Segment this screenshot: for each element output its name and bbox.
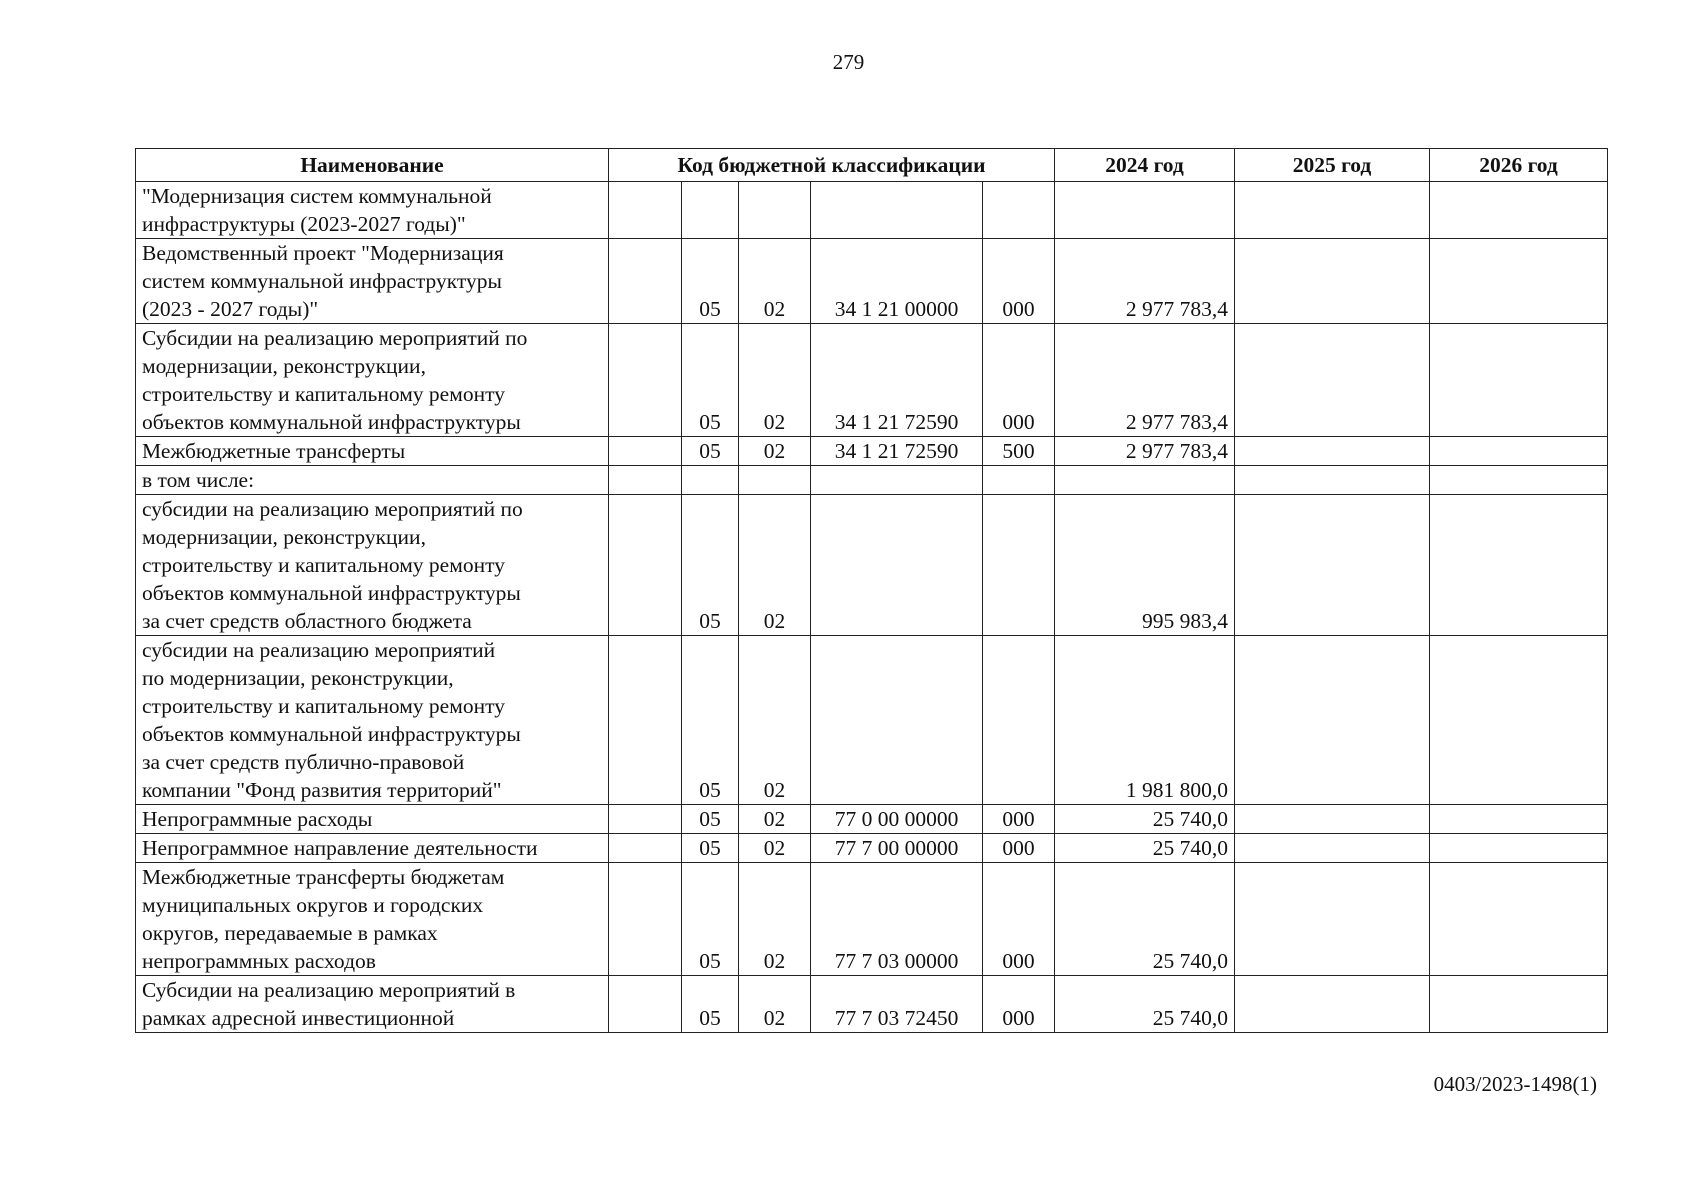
code-section: 05 xyxy=(682,834,739,863)
code-target-article: 77 0 00 00000 xyxy=(811,805,983,834)
value-2025 xyxy=(1235,324,1430,437)
value-2024: 25 740,0 xyxy=(1055,976,1235,1033)
code-blank xyxy=(609,863,682,976)
value-2025 xyxy=(1235,863,1430,976)
code-target-article: 34 1 21 00000 xyxy=(811,239,983,324)
header-name: Наименование xyxy=(136,149,609,182)
code-section: 05 xyxy=(682,437,739,466)
value-2025 xyxy=(1235,805,1430,834)
table-row xyxy=(136,805,1608,834)
code-section: 05 xyxy=(682,324,739,437)
value-2024: 1 981 800,0 xyxy=(1055,636,1235,805)
table-row xyxy=(136,495,1608,636)
value-2024 xyxy=(1055,182,1235,239)
code-blank xyxy=(609,437,682,466)
code-blank xyxy=(609,495,682,636)
value-2025 xyxy=(1235,239,1430,324)
value-2025 xyxy=(1235,466,1430,495)
table-row xyxy=(136,976,1608,1033)
code-section: 05 xyxy=(682,976,739,1033)
code-section: 05 xyxy=(682,863,739,976)
code-expense-type: 500 xyxy=(983,437,1055,466)
code-subsection: 02 xyxy=(739,863,811,976)
header-2026: 2026 год xyxy=(1430,149,1608,182)
row-name: Субсидии на реализацию мероприятий по модернизации, реконструкции, строительству и капитальному ремонту объектов коммунальной инфраструктуры xyxy=(136,324,609,437)
value-2025 xyxy=(1235,834,1430,863)
code-section: 05 xyxy=(682,495,739,636)
value-2026 xyxy=(1430,636,1608,805)
row-name: Субсидии на реализацию мероприятий в рамках адресной инвестиционной xyxy=(136,976,609,1033)
code-target-article xyxy=(811,636,983,805)
code-expense-type xyxy=(983,466,1055,495)
code-blank xyxy=(609,805,682,834)
code-expense-type: 000 xyxy=(983,324,1055,437)
value-2025 xyxy=(1235,437,1430,466)
code-subsection: 02 xyxy=(739,495,811,636)
value-2026 xyxy=(1430,324,1608,437)
code-subsection: 02 xyxy=(739,324,811,437)
code-target-article: 34 1 21 72590 xyxy=(811,437,983,466)
code-section xyxy=(682,466,739,495)
code-blank xyxy=(609,834,682,863)
code-blank xyxy=(609,466,682,495)
budget-table xyxy=(135,148,1608,1033)
table-row xyxy=(136,437,1608,466)
code-target-article: 77 7 00 00000 xyxy=(811,834,983,863)
table-row xyxy=(136,182,1608,239)
code-section: 05 xyxy=(682,805,739,834)
code-subsection: 02 xyxy=(739,437,811,466)
code-section: 05 xyxy=(682,239,739,324)
code-subsection: 02 xyxy=(739,976,811,1033)
value-2026 xyxy=(1430,239,1608,324)
row-name: "Модернизация систем коммунальной инфраструктуры (2023-2027 годы)" xyxy=(136,182,609,239)
value-2024: 2 977 783,4 xyxy=(1055,324,1235,437)
code-blank xyxy=(609,976,682,1033)
table-row xyxy=(136,239,1608,324)
value-2026 xyxy=(1430,976,1608,1033)
value-2026 xyxy=(1430,863,1608,976)
code-expense-type: 000 xyxy=(983,239,1055,324)
value-2024: 2 977 783,4 xyxy=(1055,437,1235,466)
row-name: субсидии на реализацию мероприятий по модернизации, реконструкции, строительству и капитальному ремонту объектов коммунальной инфраструктуры за счет средств областного бюджета xyxy=(136,495,609,636)
header-2024: 2024 год xyxy=(1055,149,1235,182)
code-expense-type xyxy=(983,495,1055,636)
header-row xyxy=(136,149,1608,182)
value-2024: 25 740,0 xyxy=(1055,863,1235,976)
value-2026 xyxy=(1430,834,1608,863)
value-2024: 25 740,0 xyxy=(1055,834,1235,863)
code-expense-type xyxy=(983,636,1055,805)
table-row xyxy=(136,863,1608,976)
value-2026 xyxy=(1430,495,1608,636)
code-blank xyxy=(609,182,682,239)
table-row xyxy=(136,466,1608,495)
code-expense-type xyxy=(983,182,1055,239)
row-name: в том числе: xyxy=(136,466,609,495)
row-name: субсидии на реализацию мероприятий по модернизации, реконструкции, строительству и капитальному ремонту объектов коммунальной инфраструктуры за счет средств публично-правовой компании "Фонд развития территорий" xyxy=(136,636,609,805)
code-blank xyxy=(609,636,682,805)
code-subsection: 02 xyxy=(739,239,811,324)
code-target-article xyxy=(811,466,983,495)
value-2024: 995 983,4 xyxy=(1055,495,1235,636)
value-2026 xyxy=(1430,805,1608,834)
code-section: 05 xyxy=(682,636,739,805)
code-expense-type: 000 xyxy=(983,976,1055,1033)
code-subsection: 02 xyxy=(739,805,811,834)
document-code: 0403/2023-1498(1) xyxy=(1433,1072,1597,1096)
code-target-article xyxy=(811,182,983,239)
value-2025 xyxy=(1235,636,1430,805)
value-2025 xyxy=(1235,495,1430,636)
code-blank xyxy=(609,239,682,324)
code-target-article: 77 7 03 72450 xyxy=(811,976,983,1033)
code-section xyxy=(682,182,739,239)
value-2026 xyxy=(1430,182,1608,239)
table-row xyxy=(136,636,1608,805)
row-name: Непрограммные расходы xyxy=(136,805,609,834)
value-2025 xyxy=(1235,976,1430,1033)
code-target-article xyxy=(811,495,983,636)
code-expense-type: 000 xyxy=(983,834,1055,863)
value-2024: 25 740,0 xyxy=(1055,805,1235,834)
code-subsection: 02 xyxy=(739,834,811,863)
row-name: Ведомственный проект "Модернизация систем коммунальной инфраструктуры (2023 - 2027 годы)" xyxy=(136,239,609,324)
code-target-article: 34 1 21 72590 xyxy=(811,324,983,437)
value-2026 xyxy=(1430,437,1608,466)
row-name: Межбюджетные трансферты xyxy=(136,437,609,466)
header-code: Код бюджетной классификации xyxy=(609,149,1055,182)
code-expense-type: 000 xyxy=(983,805,1055,834)
table-row xyxy=(136,324,1608,437)
value-2026 xyxy=(1430,466,1608,495)
row-name: Межбюджетные трансферты бюджетам муниципальных округов и городских округов, передаваемые в рамках непрограммных расходов xyxy=(136,863,609,976)
row-name: Непрограммное направление деятельности xyxy=(136,834,609,863)
code-blank xyxy=(609,324,682,437)
code-expense-type: 000 xyxy=(983,863,1055,976)
code-subsection xyxy=(739,182,811,239)
page-number: 279 xyxy=(832,50,865,74)
code-subsection: 02 xyxy=(739,636,811,805)
value-2025 xyxy=(1235,182,1430,239)
table-row xyxy=(136,834,1608,863)
value-2024: 2 977 783,4 xyxy=(1055,239,1235,324)
value-2024 xyxy=(1055,466,1235,495)
code-target-article: 77 7 03 00000 xyxy=(811,863,983,976)
header-2025: 2025 год xyxy=(1235,149,1430,182)
code-subsection xyxy=(739,466,811,495)
